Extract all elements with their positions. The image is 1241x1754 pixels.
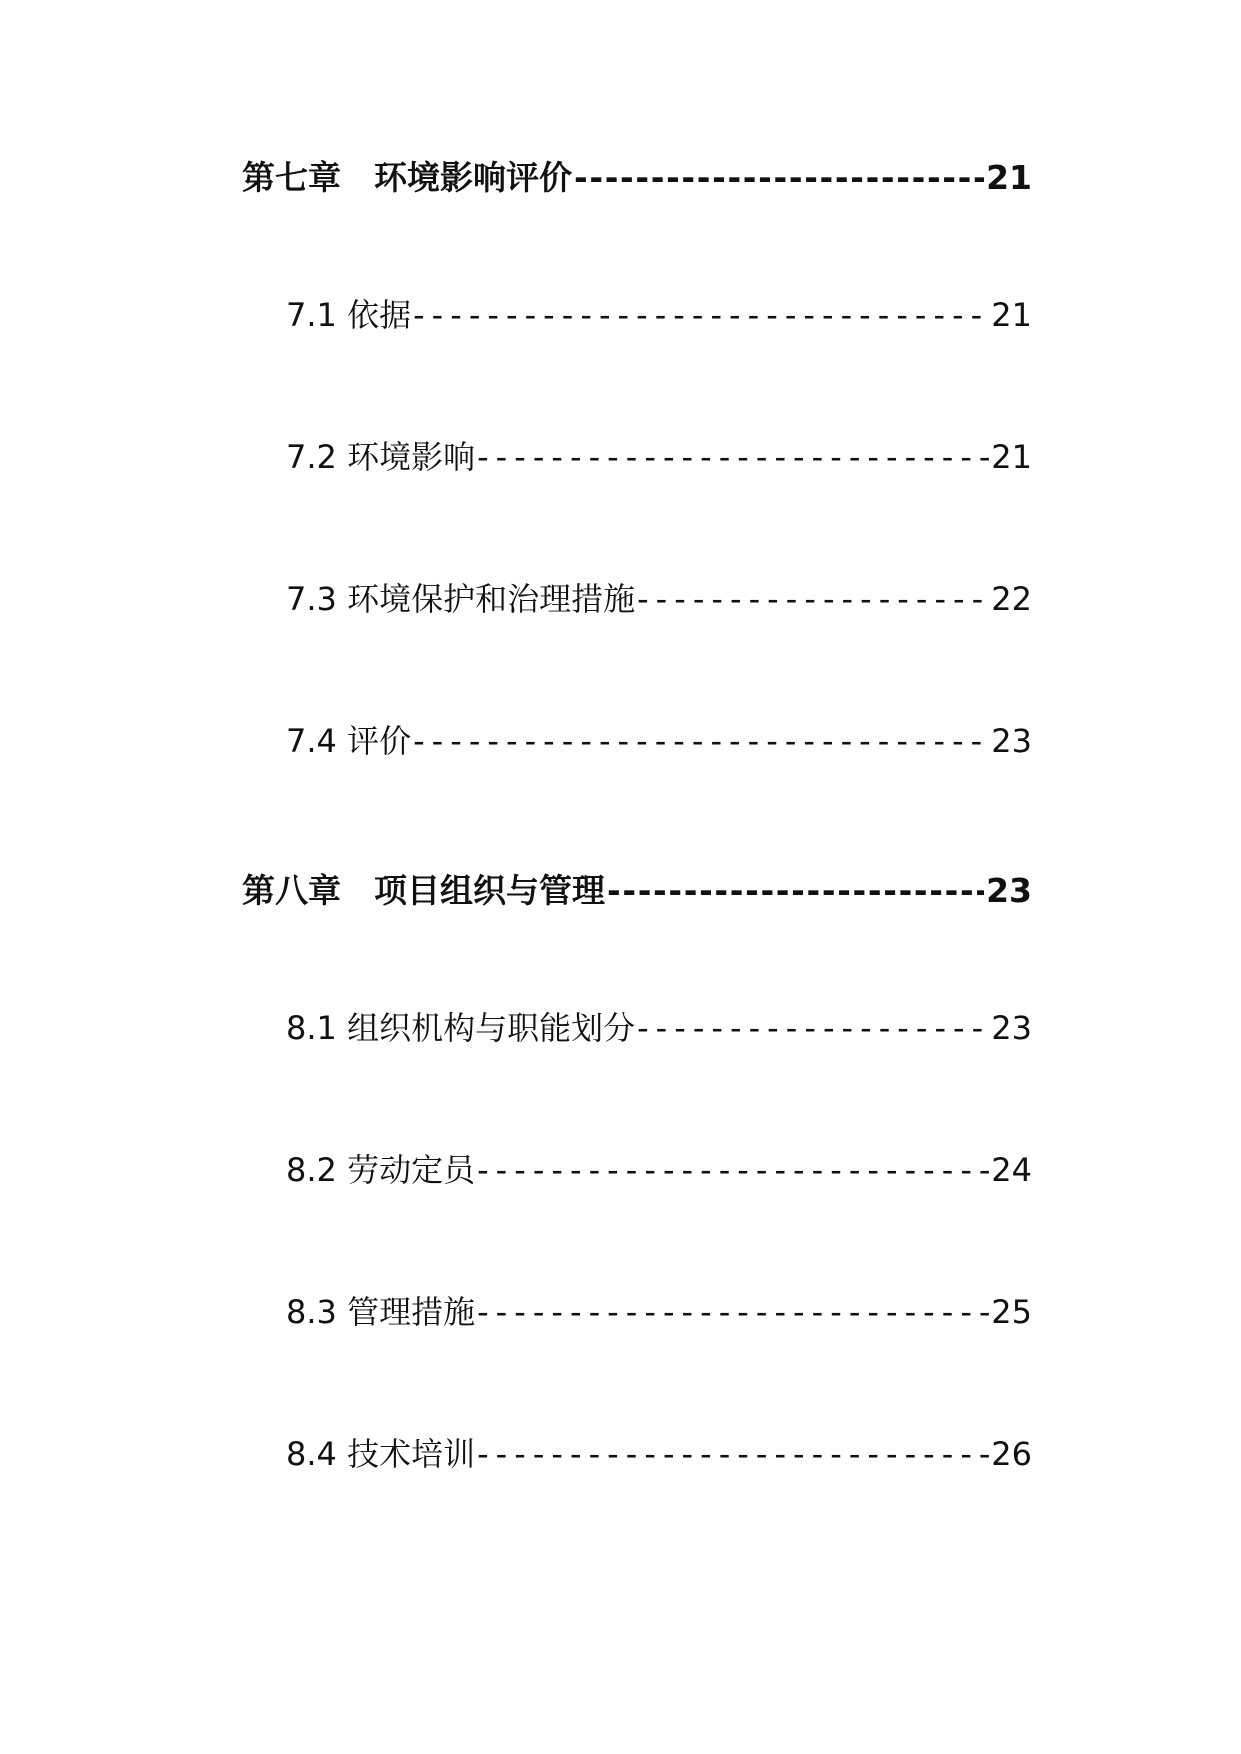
toc-section-7-4[interactable] — [286, 716, 1032, 766]
toc-section-7-3[interactable] — [286, 574, 1032, 624]
toc-section-8-3[interactable] — [286, 1287, 1032, 1337]
toc-entry-title: 7.3 环境保护和治理措施 — [286, 580, 636, 618]
toc-leader-dashes — [574, 153, 984, 203]
toc-page-number: 23 — [991, 1009, 1032, 1047]
toc-section-8-2[interactable] — [286, 1145, 1032, 1195]
toc-page-number: 26 — [991, 1435, 1032, 1473]
toc-leader-dashes — [637, 1003, 989, 1053]
toc-chapter-8[interactable] — [242, 866, 1032, 916]
toc-entry-title: 8.1 组织机构与职能划分 — [286, 1009, 636, 1047]
toc-leader-dashes — [477, 1287, 989, 1337]
toc-page-number: 23 — [986, 871, 1032, 910]
toc-page-number: 24 — [991, 1151, 1032, 1189]
toc-entry-title: 8.3 管理措施 — [286, 1293, 476, 1331]
toc-leader-dashes — [413, 716, 989, 766]
toc-entry-title: 8.2 劳动定员 — [286, 1151, 476, 1189]
toc-leader-dashes — [477, 1429, 989, 1479]
toc-section-8-1[interactable] — [286, 1003, 1032, 1053]
toc-page-number: 21 — [991, 438, 1032, 476]
toc-leader-dashes — [477, 432, 989, 482]
toc-entry-title: 7.1 依据 — [286, 296, 412, 334]
toc-leader-dashes — [413, 290, 989, 340]
toc-page-number: 22 — [991, 580, 1032, 618]
toc-section-7-2[interactable] — [286, 432, 1032, 482]
toc-chapter-7[interactable] — [242, 153, 1032, 203]
toc-entry-title: 第七章 环境影响评价 — [242, 158, 572, 197]
toc-section-8-4[interactable] — [286, 1429, 1032, 1479]
toc-section-7-1[interactable] — [286, 290, 1032, 340]
toc-page-number: 25 — [991, 1293, 1032, 1331]
toc-leader-dashes — [477, 1145, 989, 1195]
toc-page-number: 23 — [991, 722, 1032, 760]
toc-entry-title: 7.4 评价 — [286, 722, 412, 760]
toc-page-number: 21 — [986, 158, 1032, 197]
toc-leader-dashes — [607, 866, 984, 916]
toc-entry-title: 7.2 环境影响 — [286, 438, 476, 476]
toc-entry-title: 第八章 项目组织与管理 — [242, 871, 605, 910]
toc-leader-dashes — [637, 574, 989, 624]
toc-entry-title: 8.4 技术培训 — [286, 1435, 476, 1473]
toc-page-number: 21 — [991, 296, 1032, 334]
